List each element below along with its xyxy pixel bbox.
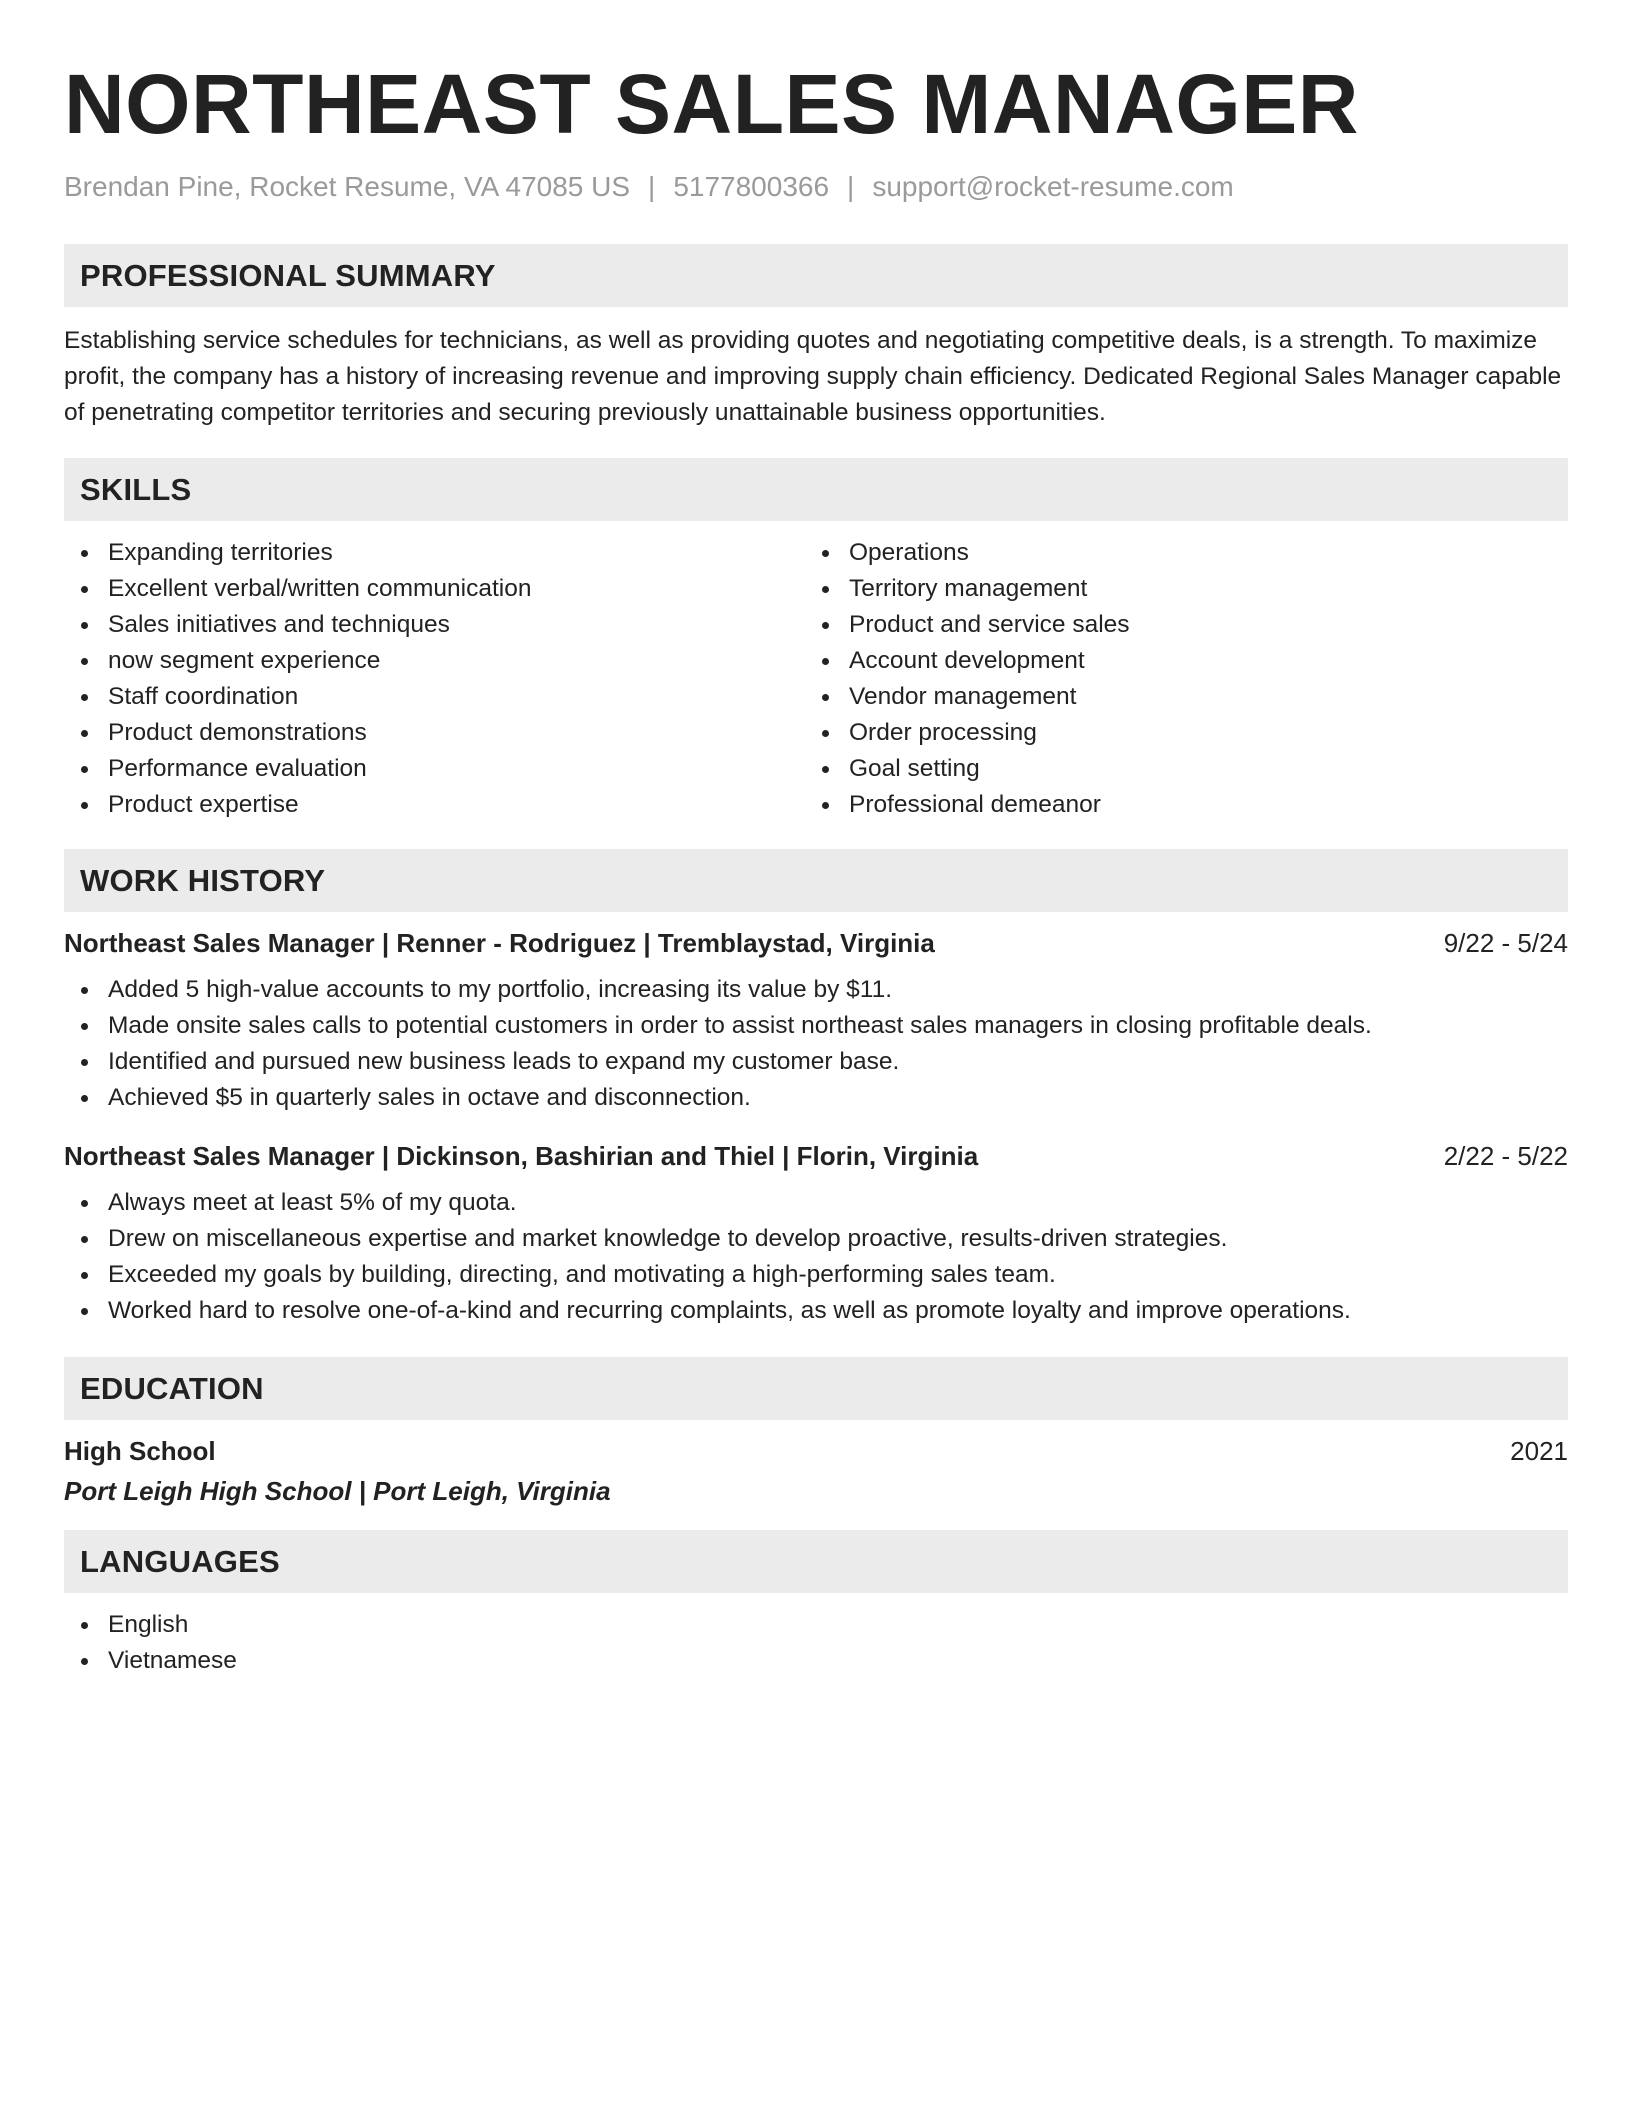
skills-list-right [805,535,1546,823]
job-dates: 9/22 - 5/24 [1443,928,1568,958]
job-dates: 2/22 - 5/22 [1443,1141,1568,1171]
skill-item: Vendor management [805,679,1546,715]
contact-line [64,170,1568,204]
skill-item: Account development [805,643,1546,679]
skill-item: Expanding territories [64,535,805,571]
skill-item: Staff coordination [64,679,805,715]
education-year: 2021 [1510,1436,1568,1466]
contact-address: Brendan Pine, Rocket Resume, VA 47085 US [64,171,631,202]
job-bullet: Drew on miscellaneous expertise and market knowledge to develop proactive, results-driven strategies. [64,1221,1568,1257]
page-title: NORTHEAST SALES MANAGER [64,57,1359,151]
languages-section-header: LANGUAGES [64,1530,1568,1593]
skill-item: now segment experience [64,643,805,679]
education-section-header: EDUCATION [64,1357,1568,1420]
skill-item: Goal setting [805,751,1546,787]
job-bullet: Identified and pursued new business leads to expand my customer base. [64,1044,1568,1080]
work-history-section-header: WORK HISTORY [64,849,1568,912]
language-item: Vietnamese [64,1643,1568,1679]
job-header [64,1139,1568,1173]
job-title: Northeast Sales Manager | Renner - Rodriguez | Tremblaystad, Virginia [64,928,935,958]
skill-item: Product and service sales [805,607,1546,643]
job-header [64,926,1568,960]
summary-text: Establishing service schedules for technicians, as well as providing quotes and negotiating competitive deals, is a strength. To maximize profit, the company has a history of increasing revenue and improving supply chain efficiency. Dedicated Regional Sales Manager capable of penetrating competitor territories and securing previously unattainable business opportunities. [64,327,1562,426]
education-entry [64,1434,1568,1508]
education-header [64,1434,1568,1468]
education-degree: High School [64,1436,216,1466]
job-bullet: Always meet at least 5% of my quota. [64,1185,1568,1221]
job-entry [64,926,1568,1116]
education-school: Port Leigh High School | Port Leigh, Virginia [64,1476,611,1506]
skill-item: Professional demeanor [805,787,1546,823]
skill-item: Product demonstrations [64,715,805,751]
contact-phone: 5177800366 [673,171,830,202]
job-bullet: Added 5 high-value accounts to my portfolio, increasing its value by $11. [64,972,1568,1008]
skills-grid [64,535,1568,823]
job-bullet: Exceeded my goals by building, directing, and motivating a high-performing sales team. [64,1257,1568,1293]
skill-item: Performance evaluation [64,751,805,787]
skill-item: Order processing [805,715,1546,751]
job-bullet: Achieved $5 in quarterly sales in octave and disconnection. [64,1080,1568,1116]
job-bullets [64,972,1568,1116]
skills-section-header: SKILLS [64,458,1568,521]
contact-separator: | [648,171,656,202]
skill-item: Sales initiatives and techniques [64,607,805,643]
job-title: Northeast Sales Manager | Dickinson, Bashirian and Thiel | Florin, Virginia [64,1141,979,1171]
languages-list [64,1607,1568,1679]
skills-list-left [64,535,805,823]
summary-section-header: PROFESSIONAL SUMMARY [64,244,1568,307]
skill-item: Operations [805,535,1546,571]
contact-email: support@rocket-resume.com [872,171,1234,202]
language-item: English [64,1607,1568,1643]
skill-item: Excellent verbal/written communication [64,571,805,607]
job-bullet: Made onsite sales calls to potential customers in order to assist northeast sales managers in closing profitable deals. [64,1008,1568,1044]
job-bullets [64,1185,1568,1329]
skill-item: Product expertise [64,787,805,823]
job-entry [64,1139,1568,1329]
contact-separator: | [847,171,855,202]
skill-item: Territory management [805,571,1546,607]
job-bullet: Worked hard to resolve one-of-a-kind and recurring complaints, as well as promote loyalty and improve operations. [64,1293,1568,1329]
